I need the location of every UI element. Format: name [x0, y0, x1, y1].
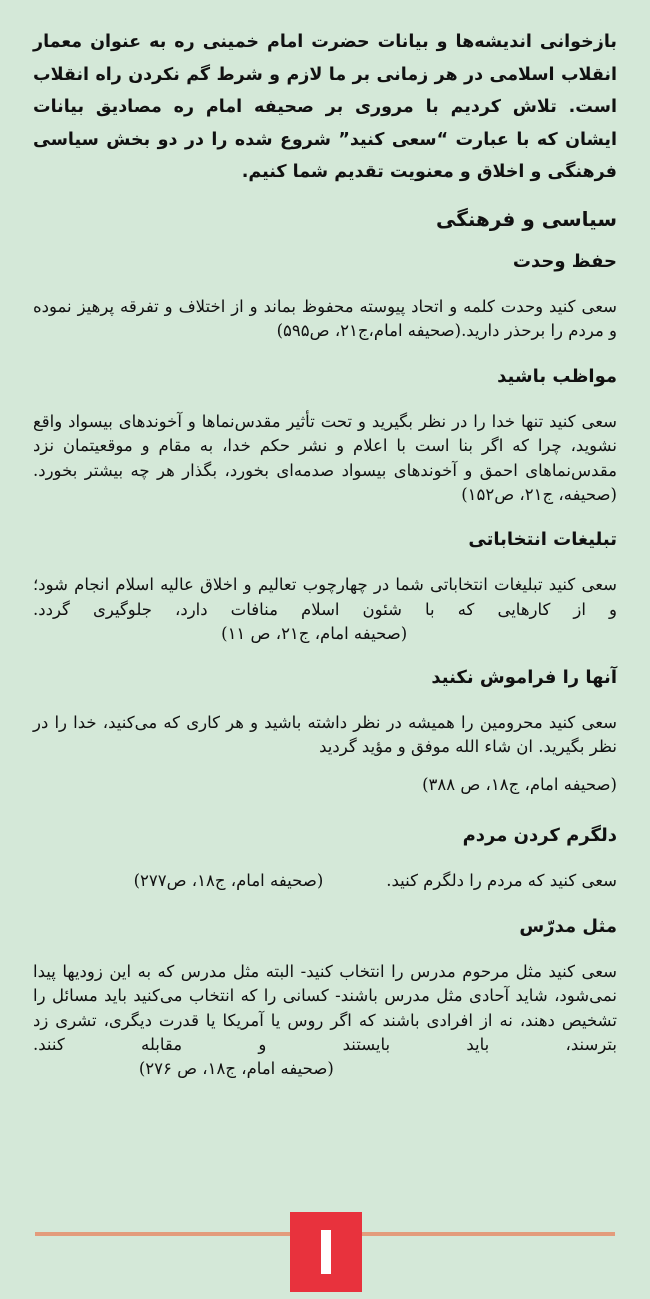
item-unity — [33, 247, 617, 344]
item-title: مثل مدرّس — [519, 915, 617, 937]
item-title: مواظب باشید — [497, 365, 617, 387]
item-reference: (صحیفه امام، ج۱۸، ص ۳۸۸) — [422, 775, 617, 795]
item-beware — [33, 362, 617, 508]
item-body-text: سعی کنید مثل مرحوم مدرس را انتخاب کنید- البته مثل مدرس که به این زودیها پیدا نمی‌شود، شاید آحادی مثل مدرس باشند- کسانی را که انتخاب می‌کنید باید مسائل را تشخیص دهند، نه از افرادی باشند که اگر روس یا آمریکا یا قدرت دیگری، تشری زد بترسند، باید بایستند و مقابله کنند. — [33, 961, 617, 1055]
item-body: سعی کنید تنها خدا را در نظر بگیرید و تحت تأثیر مقدس‌نماها و آخوندهای بیسواد واقع نشوید، چرا که اگر بنا است با اعلام و نشر حکم خدا، به مقام و موقعیتمان نزد مقدس‌نماهای احمق و آخوندهای بیسواد صدمه‌ای بخورد، بگذار هر چه بیشتر بخورد.(صحیفه، ج۲۱، ص۱۵۲) — [33, 411, 617, 504]
item-like-modarres — [33, 912, 617, 1082]
item-body: سعی کنید وحدت کلمه و اتحاد پیوسته محفوظ بماند و از اختلاف و تفرقه پرهیز نموده و مردم را برحذر دارید.(صحیفه امام،ج۲۱، ص۵۹۵) — [33, 296, 617, 341]
item-election-ads — [33, 525, 617, 646]
intro-paragraph: بازخوانی اندیشه‌ها و بیانات حضرت امام خمینی ره به عنوان معمار انقلاب اسلامی در هر زمانی بر ما لازم و شرط گم نکردن راه انقلاب است. تلاش کردیم با مروری بر صحیفه امام ره مصادیق بیانات ایشان که با عبارت “سعی کنید” شروع شده را در دو بخش سیاسی فرهنگی و اخلاق و معنویت تقدیم شما کنیم. — [33, 32, 617, 183]
item-title: حفظ وحدت — [512, 250, 617, 272]
item-title: آنها را فراموش نکنید — [431, 666, 617, 688]
item-reference: (صحیفه امام، ج۱۸، ص۲۷۷) — [133, 871, 324, 891]
item-reference: (صحیفه امام، ج۲۱، ص ۱۱) — [221, 624, 408, 644]
item-title: دلگرم کردن مردم — [462, 825, 617, 847]
item-title: تبلیغات انتخاباتی — [468, 529, 617, 551]
item-body — [33, 960, 617, 1082]
item-dont-forget — [33, 663, 617, 798]
item-body-text: سعی کنید که مردم را دلگرم کنید. — [386, 871, 617, 891]
item-reference: (صحیفه امام، ج۱۸، ص ۲۷۶) — [138, 1059, 334, 1079]
item-body — [33, 573, 617, 646]
page-badge — [290, 1212, 362, 1292]
item-encourage-people — [33, 821, 617, 893]
item-body-text: سعی کنید تبلیغات انتخاباتی شما در چهارچوب تعالیم و اخلاق عالیه اسلام انجام شود؛ و از کارهایی که با شئون اسلام منافات دارد، جلوگیری گردد. — [33, 575, 617, 619]
item-body — [33, 869, 617, 893]
section-title: سیاسی و فرهنگی — [435, 206, 617, 231]
badge-bar-icon — [321, 1230, 331, 1274]
item-body: سعی کنید محرومین را همیشه در نظر داشته باشید و هر کاری که می‌کنید، خدا را در نظر بگیرید. ان شاء الله موفق و مؤید گردید — [33, 712, 617, 757]
